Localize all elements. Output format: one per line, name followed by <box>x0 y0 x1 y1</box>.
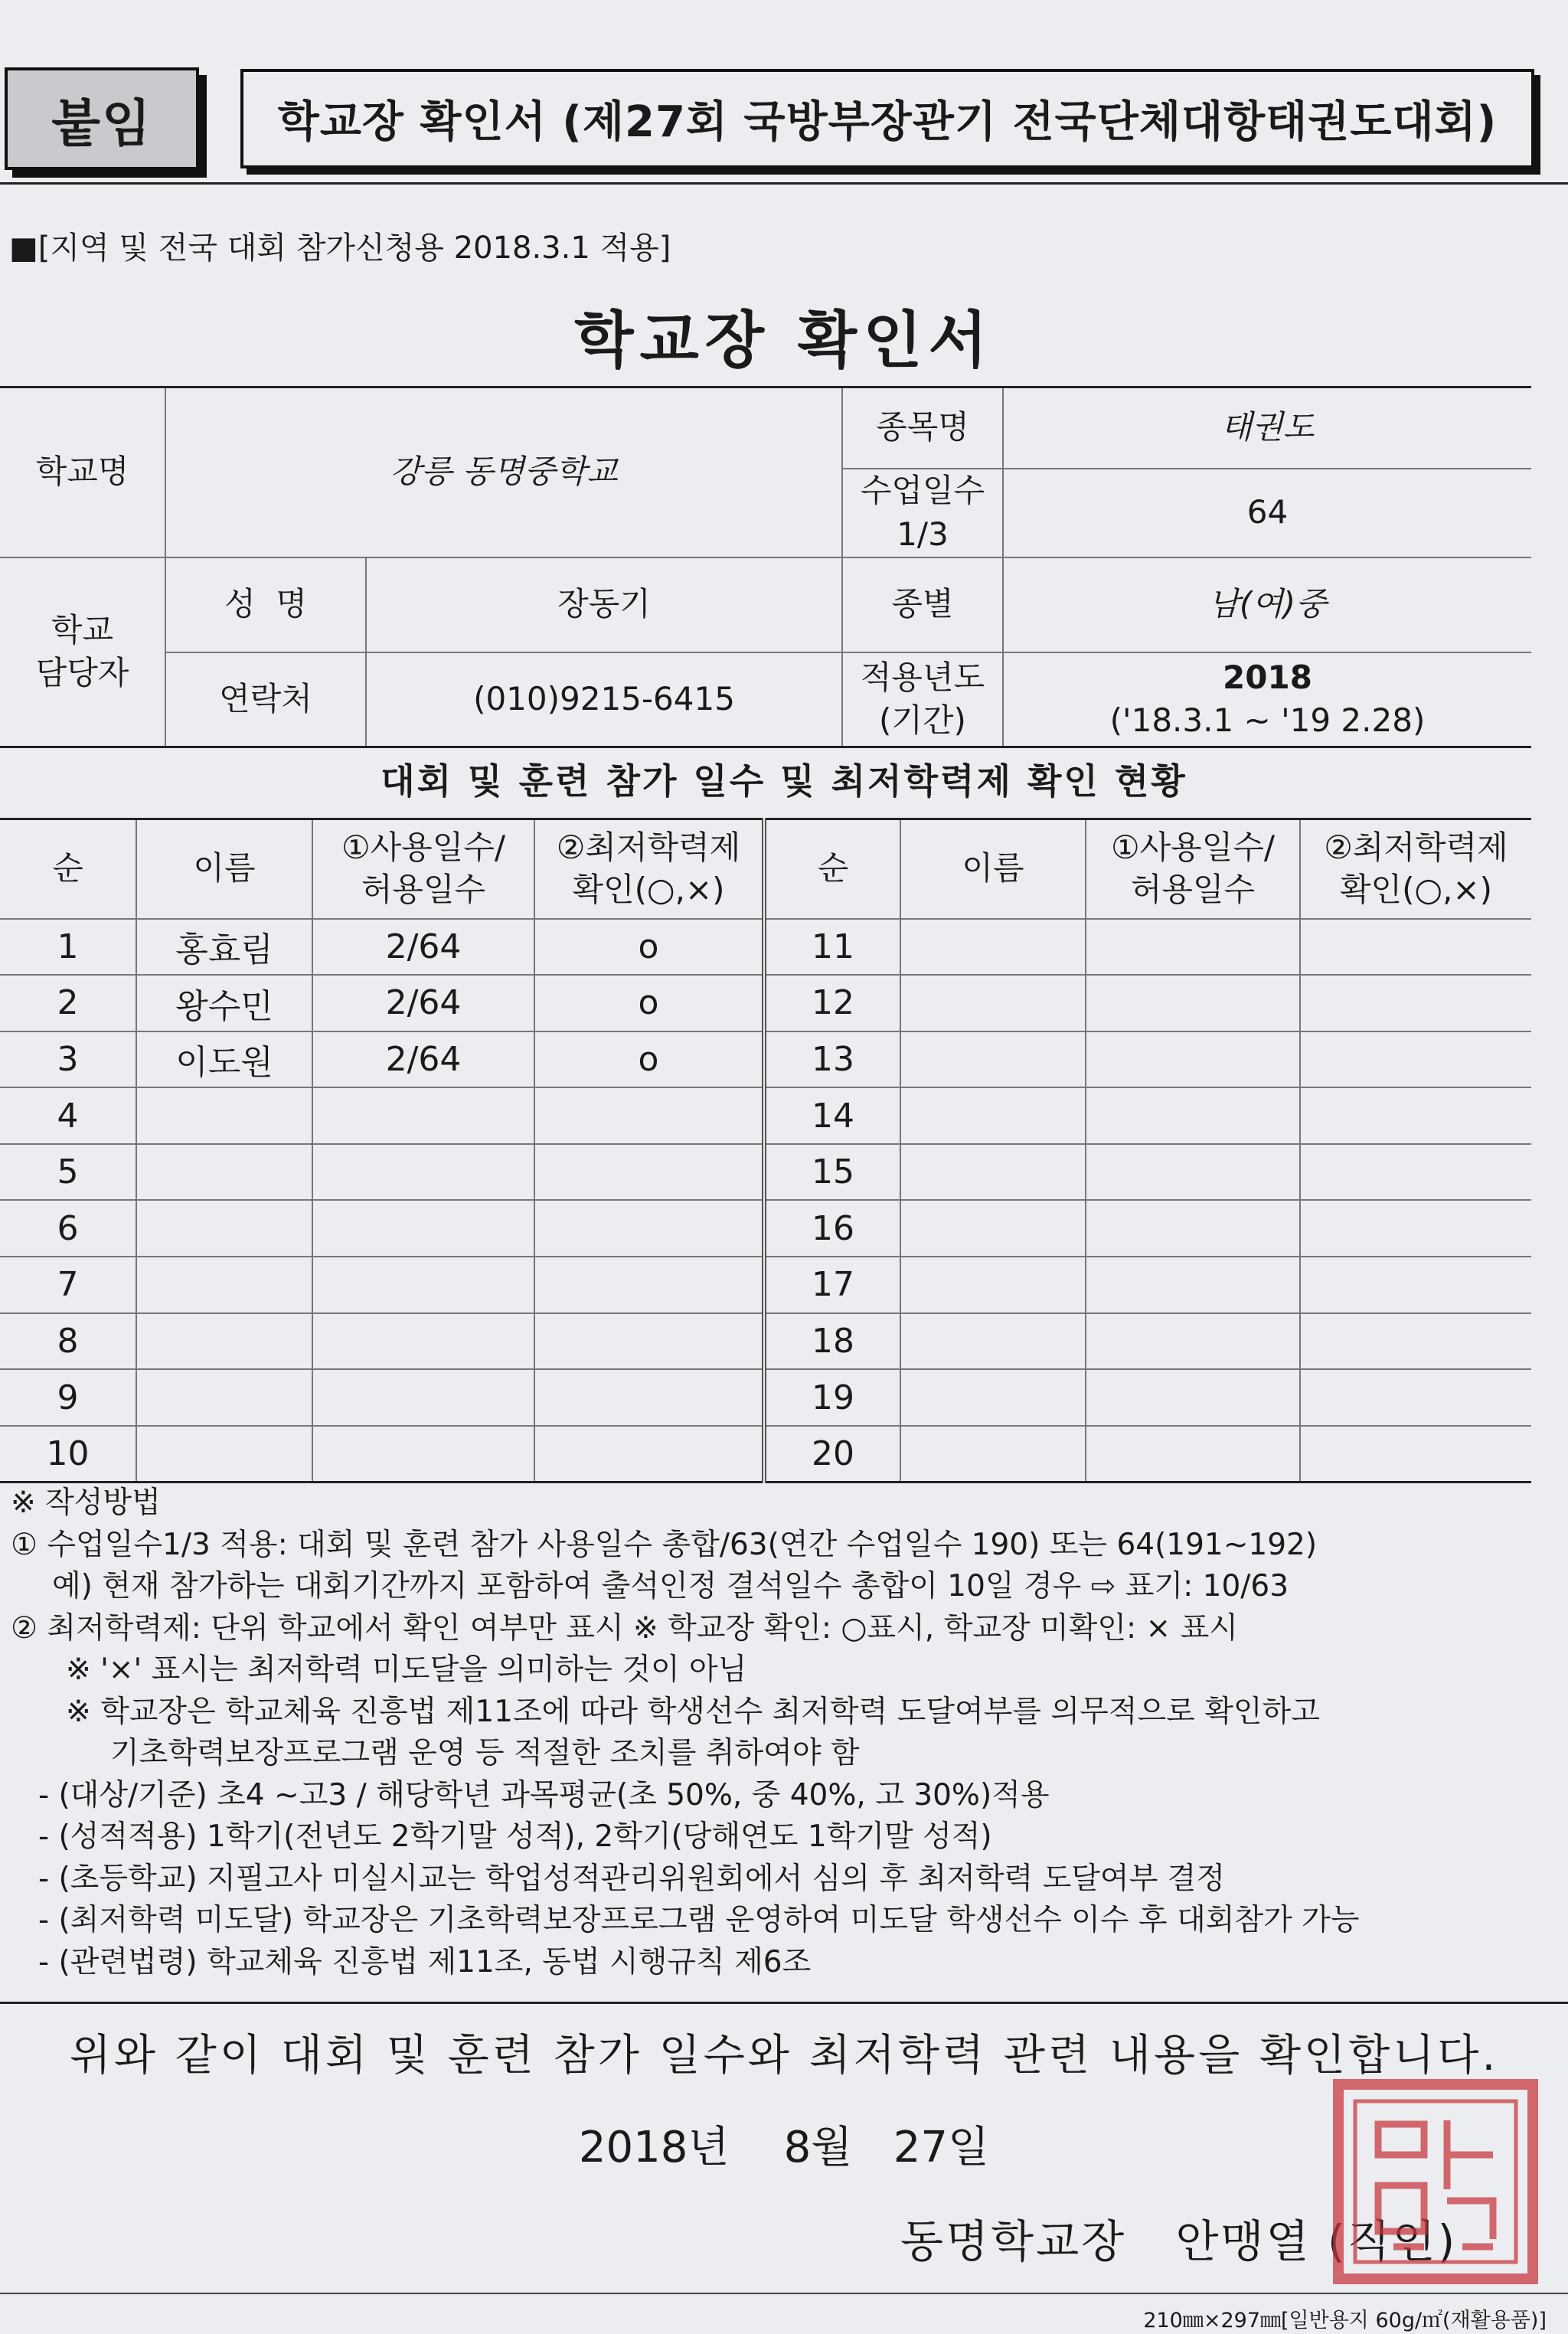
student-name <box>900 1426 1086 1482</box>
used-days <box>1086 1031 1300 1088</box>
row-number: 7 <box>0 1257 136 1313</box>
contact-value: (010)9215-6415 <box>366 652 842 747</box>
row-number: 1 <box>0 919 136 976</box>
student-name <box>136 1426 312 1482</box>
apply-note: ■[지역 및 전국 대회 참가신청용 2018.3.1 적용] <box>9 230 671 266</box>
student-name <box>900 1257 1086 1313</box>
student-name <box>136 1313 312 1370</box>
table-row <box>0 1087 1531 1144</box>
roster-table <box>0 818 1531 1483</box>
note-line: - (최저학력 미도달) 학교장은 기초학력보장프로그램 운영하여 미도달 학생선수 이수 후 대회참가 가능 <box>38 1903 1360 1937</box>
header-name: 이름 <box>136 819 312 919</box>
table-row <box>0 1369 1531 1426</box>
student-name <box>900 1313 1086 1370</box>
student-name <box>136 1087 312 1144</box>
min-academic-check <box>1300 1087 1531 1144</box>
min-academic-check: o <box>534 1031 764 1088</box>
row-number: 3 <box>0 1031 136 1088</box>
row-number: 18 <box>764 1313 900 1370</box>
school-info-table <box>0 386 1531 748</box>
header-min-academic: ②최저학력제 확인(○,×) <box>1300 819 1531 919</box>
document-title: 학교장 확인서 <box>574 305 994 376</box>
class-days-label: 수업일수 1/3 <box>842 469 1003 557</box>
header-no: 순 <box>0 819 136 919</box>
row-number: 16 <box>764 1200 900 1257</box>
roster-title: 대회 및 훈련 참가 일수 및 최저학력제 확인 현황 <box>381 760 1187 802</box>
used-days <box>312 1144 534 1201</box>
header-no: 순 <box>764 819 900 919</box>
school-name-label: 학교명 <box>0 387 165 557</box>
principal-signature: 동명학교장 안맹열 (직인) <box>900 2215 1458 2267</box>
student-name <box>136 1257 312 1313</box>
min-academic-check <box>534 1144 764 1201</box>
row-number: 17 <box>764 1257 900 1313</box>
used-days: 2/64 <box>312 975 534 1031</box>
used-days <box>1086 1426 1300 1482</box>
apply-year-value: 2018 <box>1223 658 1312 696</box>
min-academic-check <box>534 1369 764 1426</box>
table-row <box>0 1313 1531 1370</box>
class-days-value: 64 <box>1003 469 1531 557</box>
student-name <box>136 1144 312 1201</box>
student-name <box>900 1144 1086 1201</box>
note-line: ※ '×' 표시는 최저학력 미도달을 의미하는 것이 아님 <box>66 1652 747 1687</box>
student-name <box>136 1369 312 1426</box>
used-days <box>1086 1087 1300 1144</box>
row-number: 9 <box>0 1369 136 1426</box>
table-row <box>0 1426 1531 1482</box>
used-days <box>312 1257 534 1313</box>
row-number: 20 <box>764 1426 900 1482</box>
student-name <box>900 975 1086 1031</box>
table-row <box>0 1144 1531 1201</box>
student-name <box>136 1200 312 1257</box>
staff-label: 학교 담당자 <box>0 557 165 747</box>
row-number: 5 <box>0 1144 136 1201</box>
issue-date: 2018년 8월 27일 <box>578 2123 990 2172</box>
note-line: - (성적적용) 1학기(전년도 2학기말 성적), 2학기(당해연도 1학기말 성적) <box>38 1819 992 1854</box>
min-academic-check <box>1300 1313 1531 1370</box>
min-academic-check <box>1300 1369 1531 1426</box>
note-line: - (대상/기준) 초4 ~고3 / 해당학년 과목평균(초 50%, 중 40%, 고 30%)적용 <box>38 1777 1050 1813</box>
used-days <box>1086 919 1300 976</box>
used-days <box>1086 1257 1300 1313</box>
min-academic-check <box>1300 919 1531 976</box>
note-line: 기초학력보장프로그램 운영 등 적절한 조치를 취하여야 함 <box>110 1736 860 1770</box>
student-name <box>900 1369 1086 1426</box>
row-number: 8 <box>0 1313 136 1370</box>
division-label: 종별 <box>842 557 1003 652</box>
table-row <box>0 1257 1531 1313</box>
used-days <box>312 1200 534 1257</box>
student-name: 홍효림 <box>136 919 312 976</box>
header-min-academic: ②최저학력제 확인(○,×) <box>534 819 764 919</box>
notes-divider <box>0 2002 1568 2004</box>
student-name <box>900 1031 1086 1088</box>
used-days: 2/64 <box>312 1031 534 1088</box>
note-line: ※ 학교장은 학교체육 진흥법 제11조에 따라 학생선수 최저학력 도달여부를 의무적으로 확인하고 <box>66 1694 1320 1729</box>
student-name: 왕수민 <box>136 975 312 1031</box>
min-academic-check <box>534 1426 764 1482</box>
row-number: 14 <box>764 1087 900 1144</box>
division-value: 남(여)중 <box>1003 557 1531 652</box>
min-academic-check <box>1300 975 1531 1031</box>
min-academic-check: o <box>534 975 764 1031</box>
apply-year-cell <box>1003 652 1531 747</box>
min-academic-check <box>1300 1257 1531 1313</box>
paper-spec: 210㎜×297㎜[일반용지 60g/㎡(재활용품)] <box>1143 2309 1547 2332</box>
attachment-label: 붙임 <box>5 67 199 170</box>
used-days <box>1086 975 1300 1031</box>
row-number: 6 <box>0 1200 136 1257</box>
table-row <box>0 1200 1531 1257</box>
staff-name-value: 장동기 <box>366 557 842 652</box>
note-line: 예) 현재 참가하는 대회기간까지 포함하여 출석인정 결석일수 총합이 10일 경우 ⇨ 표기: 10/63 <box>52 1569 1289 1603</box>
confirmation-statement: 위와 같이 대회 및 훈련 참가 일수와 최저학력 관련 내용을 확인합니다. <box>69 2031 1499 2081</box>
used-days <box>312 1369 534 1426</box>
used-days <box>1086 1200 1300 1257</box>
student-name <box>900 1087 1086 1144</box>
header-used-days: ①사용일수/ 허용일수 <box>1086 819 1300 919</box>
min-academic-check <box>534 1200 764 1257</box>
row-number: 15 <box>764 1144 900 1201</box>
staff-name-label: 성 명 <box>165 557 366 652</box>
note-line: - (초등학교) 지필고사 미실시교는 학업성적관리위원회에서 심의 후 최저학력 도달여부 결정 <box>38 1861 1226 1896</box>
used-days <box>312 1426 534 1482</box>
min-academic-check <box>534 1087 764 1144</box>
row-number: 10 <box>0 1426 136 1482</box>
header-name: 이름 <box>900 819 1086 919</box>
note-line: ① 수업일수1/3 적용: 대회 및 훈련 참가 사용일수 총합/63(연간 수업일수 190) 또는 64(191~192) <box>11 1527 1318 1562</box>
apply-year-period: ('18.3.1 ~ '19 2.28) <box>1109 701 1426 740</box>
header-used-days: ①사용일수/ 허용일수 <box>312 819 534 919</box>
row-number: 4 <box>0 1087 136 1144</box>
used-days <box>1086 1144 1300 1201</box>
min-academic-check: o <box>534 919 764 976</box>
min-academic-check <box>534 1313 764 1370</box>
student-name: 이도원 <box>136 1031 312 1088</box>
school-name-value: 강릉 동명중학교 <box>165 387 842 557</box>
row-number: 11 <box>764 919 900 976</box>
min-academic-check <box>1300 1200 1531 1257</box>
apply-year-label: 적용년도 (기간) <box>842 652 1003 747</box>
min-academic-check <box>1300 1426 1531 1482</box>
row-number: 19 <box>764 1369 900 1426</box>
note-line: - (관련법령) 학교체육 진흥법 제11조, 동법 시행규칙 제6조 <box>38 1944 812 1979</box>
contact-label: 연락처 <box>165 652 366 747</box>
note-line: ② 최저학력제: 단위 학교에서 확인 여부만 표시 ※ 학교장 확인: ○표시, 학교장 미확인: × 표시 <box>11 1610 1238 1646</box>
header-title: 학교장 확인서 (제27회 국방부장관기 전국단체대항태권도대회) <box>240 69 1534 168</box>
sport-label: 종목명 <box>842 387 1003 469</box>
used-days <box>1086 1313 1300 1370</box>
row-number: 13 <box>764 1031 900 1088</box>
table-row <box>0 1031 1531 1088</box>
note-heading: ※ 작성방법 <box>11 1486 161 1520</box>
used-days <box>312 1087 534 1144</box>
row-number: 12 <box>764 975 900 1031</box>
student-name <box>900 919 1086 976</box>
official-seal-icon <box>1332 2078 1539 2285</box>
used-days <box>1086 1369 1300 1426</box>
min-academic-check <box>1300 1031 1531 1088</box>
table-row <box>0 975 1531 1031</box>
used-days: 2/64 <box>312 919 534 976</box>
row-number: 2 <box>0 975 136 1031</box>
min-academic-check <box>1300 1144 1531 1201</box>
student-name <box>900 1200 1086 1257</box>
used-days <box>312 1313 534 1370</box>
header-divider <box>0 182 1568 185</box>
bottom-divider <box>0 2293 1568 2294</box>
table-row <box>0 919 1531 976</box>
writing-instructions <box>11 1482 1557 1983</box>
sport-value: 태권도 <box>1003 387 1531 469</box>
min-academic-check <box>534 1257 764 1313</box>
